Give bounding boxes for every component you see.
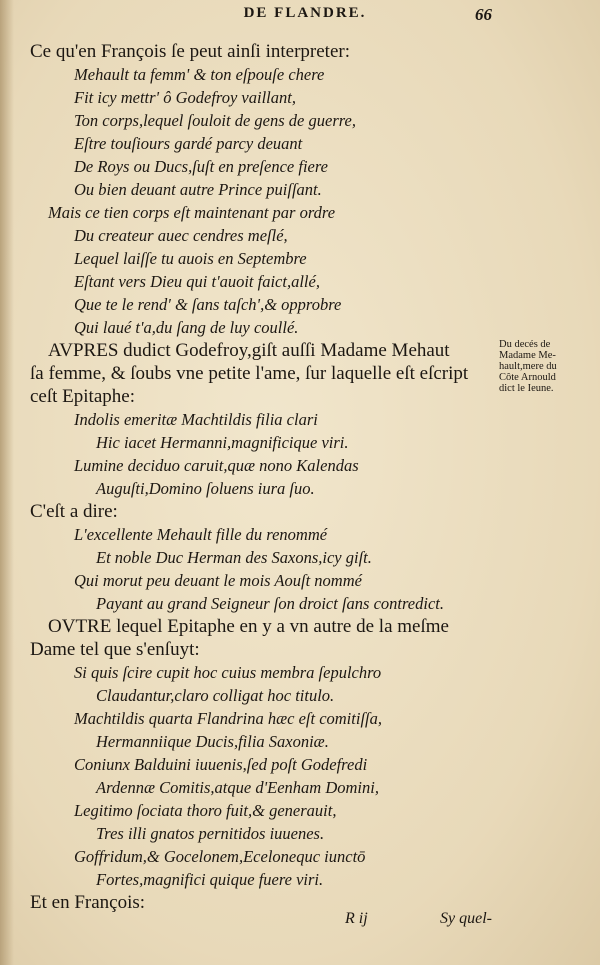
text-line: Et en François:	[30, 892, 146, 913]
page-number: 66	[475, 5, 492, 24]
margin-note-line: Madame Me-	[499, 350, 556, 361]
text-line: C'eſt a dire:	[30, 501, 118, 522]
text-line: Mais ce tien corps eſt maintenant par ordre	[48, 203, 336, 222]
text-line: Claudantur,claro colligat hoc titulo.	[96, 686, 335, 705]
text-line: Qui morut peu deuant le mois Aouſt nommé	[74, 571, 362, 590]
margin-note-line: Du decés de	[499, 339, 551, 350]
text-line: Si quis ſcire cupit hoc cuius membra ſepulchro	[74, 663, 382, 682]
main-text-block	[30, 40, 492, 914]
text-line: Fit icy mettr' ô Godefroy vaillant,	[74, 88, 296, 107]
text-line: Auguſti,Domino ſoluens iura ſuo.	[96, 479, 315, 498]
text-line: Coniunx Balduini iuuenis,ſed poſt Godefredi	[74, 755, 368, 774]
text-line: Indolis emeritæ Machtildis filia clari	[74, 410, 318, 429]
text-line: Eſtant vers Dieu qui t'auoit faict,allé,	[74, 272, 320, 291]
margin-note-line: hault,mere du	[499, 361, 557, 372]
text-line: Lequel laiſſe tu auois en Septembre	[74, 249, 307, 268]
text-line: Dame tel que s'enſuyt:	[30, 639, 200, 660]
text-line: Mehault ta femm' & ton eſpouſe chere	[74, 65, 325, 84]
text-line: De Roys ou Ducs,ſuſt en preſence fiere	[74, 157, 328, 176]
page-gutter-shadow	[0, 0, 14, 965]
text-line: Qui laué t'a,du ſang de luy coullé.	[74, 318, 299, 337]
text-line: Legitimo ſociata thoro fuit,& generauit,	[74, 801, 337, 820]
running-head: DE FLANDRE.	[243, 5, 367, 21]
text-line: Lumine deciduo caruit,quæ nono Kalendas	[74, 456, 359, 475]
text-line: ceſt Epitaphe:	[30, 386, 135, 407]
text-line: Tres illi gnatos pernitidos iuuenes.	[96, 824, 325, 843]
text-line: Hic iacet Hermanni,magnificique viri.	[96, 433, 349, 452]
page-footer	[0, 910, 600, 940]
text-line: Machtildis quarta Flandrina hæc eſt comitiſſa,	[74, 709, 382, 728]
text-line: Et noble Duc Herman des Saxons,icy giſt.	[96, 548, 372, 567]
page-header	[0, 2, 600, 30]
text-line: Ce qu'en François ſe peut ainſi interpreter:	[30, 41, 350, 62]
margin-note-line: dict le Ieune.	[499, 383, 554, 394]
signature-mark: R ij	[345, 910, 368, 927]
text-line: Hermanniique Ducis,filia Saxoniæ.	[96, 732, 329, 751]
margin-note-line: Côte Arnould	[499, 372, 556, 383]
text-line: Goffridum,& Gocelonem,Ecelonequc iunctō	[74, 847, 366, 866]
text-line: Eſtre touſiours gardé parcy deuant	[74, 134, 303, 153]
text-line: AVPRES dudict Godefroy,giſt auſſi Madame Mehaut	[48, 340, 450, 361]
text-line: Que te le rend' & ſans taſch',& opprobre	[74, 295, 342, 314]
text-line: Ton corps,lequel ſouloit de gens de guerre,	[74, 111, 356, 130]
text-line: Payant au grand Seigneur ſon droict ſans contredict.	[96, 594, 444, 613]
text-line: Fortes,magnifici quique fuere viri.	[96, 870, 324, 889]
text-line: Du createur auec cendres meſlé,	[74, 226, 288, 245]
text-line: ſa femme, & ſoubs vne petite l'ame, ſur laquelle eſt eſcript	[30, 363, 469, 384]
text-line: Ardennæ Comitis,atque d'Eenham Domini,	[96, 778, 379, 797]
text-line: Ou bien deuant autre Prince puiſſant.	[74, 180, 322, 199]
text-line: OVTRE lequel Epitaphe en y a vn autre de la meſme	[48, 616, 449, 637]
text-line: L'excellente Mehault fille du renommé	[74, 525, 328, 544]
catchword: Sy quel-	[440, 910, 492, 927]
margin-note	[499, 339, 595, 394]
